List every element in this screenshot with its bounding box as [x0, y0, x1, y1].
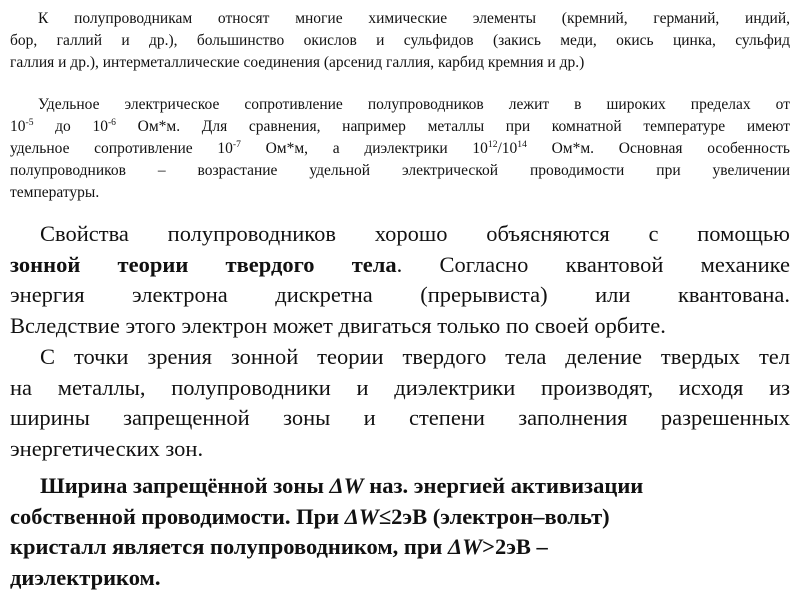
delta-w-symbol: ΔW [329, 473, 364, 498]
p2-line-2-rest: Ом*м. Для сравнения, например металлы при комнатной температуре имеют [115, 118, 790, 135]
p4-line-2: на металлы, полупроводники и диэлектрики производят, исходя из [10, 374, 790, 400]
p1-line-2: бор, галлий и др.), большинство окислов и сульфидов (закись меди, окись цинка, сульфид [10, 32, 790, 49]
p2-line-3 [10, 138, 790, 160]
p3-line-1: Свойства полупроводников хорошо объясняются с помощью [40, 221, 790, 246]
p2-line-1: Удельное электрическое сопротивление полупроводников лежит в широких пределах от [38, 96, 790, 113]
p3-line-3: энергия электрона дискретна (прерывиста) или квантована. [10, 282, 790, 307]
p5-line-1 [10, 471, 790, 502]
p2-line-3-start: удельное сопротивление 10 [10, 140, 233, 157]
p2-line-3-rest: Ом*м. Основная особенность [526, 140, 790, 157]
p2-slash: /10 [497, 140, 518, 157]
band-theory-term: зонной теории твердого тела [10, 251, 397, 277]
p2-base-1: 10 [10, 118, 26, 135]
p2-exponent-2: -6 [107, 116, 116, 128]
p2-connector: до [33, 118, 93, 135]
p5-line-3 [10, 532, 790, 563]
p2-exponent-3: -7 [232, 138, 241, 150]
p5-line-4: диэлектриком. [10, 564, 161, 590]
p2-exponent-1: -5 [25, 116, 34, 128]
p2-base-2: 10 [92, 118, 108, 135]
p3-line-4: Вследствие этого электрон может двигаться только по своей орбите. [10, 312, 666, 338]
p3-line-2-rest: . Согласно квантовой механике [396, 251, 790, 277]
p1-line-3: галлия и др.), интерметаллические соединения (арсенид галлия, карбид кремния и др.) [10, 54, 585, 71]
p2-exponent-4: 12 [487, 138, 498, 150]
p1-line-1: К полупроводникам относят многие химические элементы (кремний, германий, индий, [38, 10, 790, 27]
p5-line-1-start: Ширина запрещённой зоны [40, 473, 330, 498]
p5-line-2-start: собственной проводимости. При [10, 503, 345, 529]
paragraph-classification [10, 342, 790, 464]
p2-line-4: полупроводников – возрастание удельной электрической проводимости при увеличении [10, 162, 790, 179]
p2-line-3-middle: Ом*м, а диэлектрики 10 [240, 140, 488, 157]
p3-line-2 [10, 250, 790, 281]
delta-w-symbol: ΔW [344, 503, 379, 529]
p2-line-5: температуры. [10, 184, 100, 201]
p5-line-1-rest: наз. энергией активизации [363, 473, 644, 498]
p2-exponent-5: 14 [517, 138, 527, 150]
p5-line-3-start: кристалл является полупроводником, при [10, 534, 448, 559]
p4-line-1: С точки зрения зонной теории твердого тела деление твердых тел [40, 344, 790, 369]
paragraph-band-theory [10, 219, 790, 341]
paragraph-semiconductor-elements [10, 8, 790, 74]
p4-line-3: ширины запрещенной зоны и степени заполнения разрешенных [10, 405, 790, 430]
p5-line-3-rest: >2эВ – [482, 534, 548, 559]
paragraph-resistivity [10, 94, 790, 204]
p2-line-2 [10, 116, 790, 138]
p5-line-2-rest: ≤2эВ (электрон–вольт) [378, 503, 610, 529]
paragraph-band-gap-definition [10, 471, 790, 593]
delta-w-symbol: ΔW [448, 534, 483, 559]
p4-line-4: энергетических зон. [10, 435, 204, 461]
p5-line-2 [10, 502, 790, 533]
